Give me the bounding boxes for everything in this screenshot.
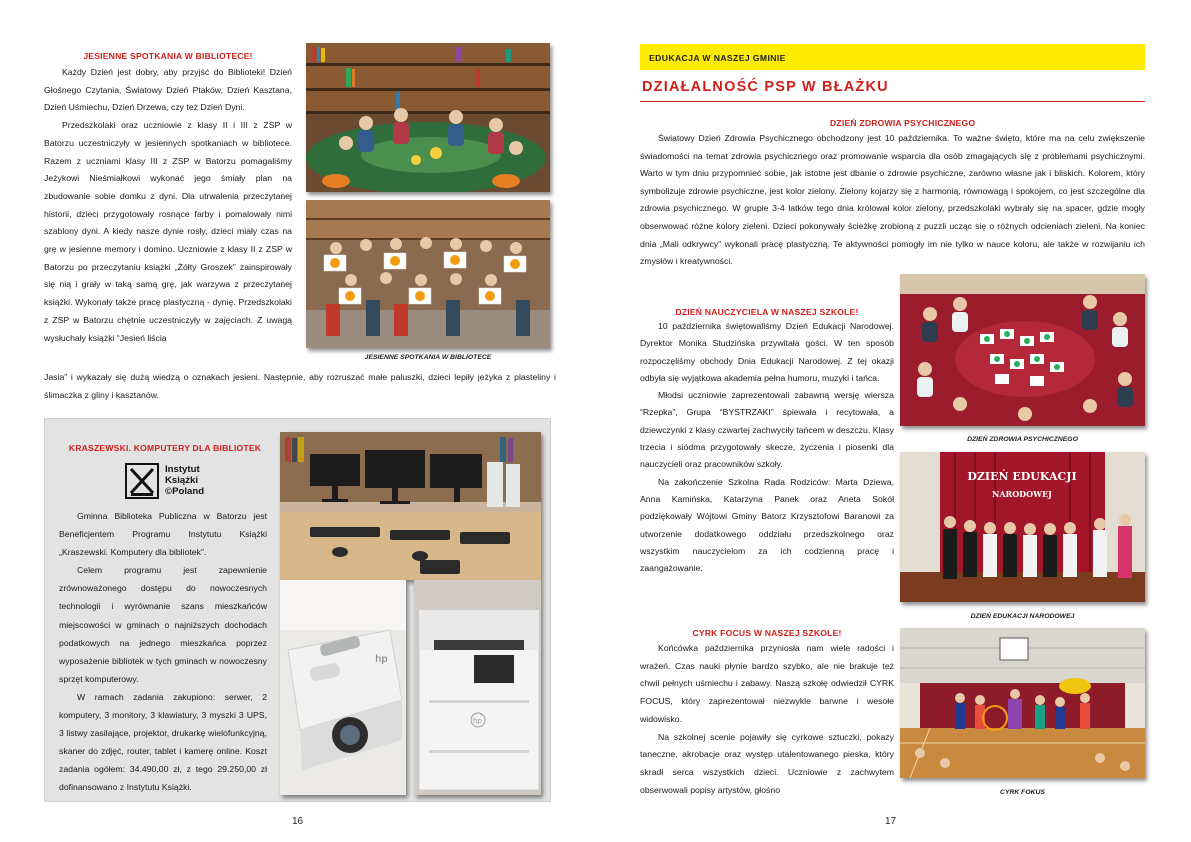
kraszewski-heading: KRASZEWSKI. KOMPUTERY DLA BIBLIOTEK <box>68 443 262 453</box>
library-photo-caption: JESIENNE SPOTKANIA W BIBLIOTECE <box>364 354 492 361</box>
kraszewski-box <box>44 418 551 802</box>
kraszewski-paragraph: Gminna Biblioteka Publiczna w Batorzu jest Beneficjentem Programu Instytutu Książki „Kraszewski. Komputery dla bibliotek”. <box>59 511 267 558</box>
circus-caption: CYRK FOKUS <box>1000 789 1045 796</box>
svg-text:hp: hp <box>473 717 482 725</box>
circus-article <box>640 628 894 799</box>
section-band-label: EDUKACJA W NASZEJ GMINIE <box>649 53 786 63</box>
circus-paragraph: Końcówka października przyniosła nam wiele radości i wrażeń. Czas nauki płynie bardzo szybko, ale nie brakuje też chwil pełnych uśmiechu i zabawy. Naszą szkołę odwiedził CYRK FOCUS, który zaprezentował niezwykle barwne i wesołe widowisko. <box>640 643 894 724</box>
teachers-day-heading: DZIEŃ NAUCZYCIELA W NASZEJ SZKOLE! <box>675 307 859 317</box>
computers-photo <box>280 432 541 580</box>
teachers-day-paragraph: Na zakończenie Szkolna Rada Rodziców: Marta Dziewa, Anna Kamińska, Katarzyna Panek oraz Aneta Sokół podziękowały Wójtowi Gminy Batorz Krzysztofowi Baranowi za utworzenie dodatkowego oddziału przedszkolnego oraz wszystkim nauczycielom za ich codzienną pracę i zaangażowanie. <box>640 476 894 574</box>
library-group-photo <box>306 200 550 348</box>
library-autumn-paragraph: Przedszkolaki oraz uczniowie z klasy II i III z ZSP w Batorzu uczestniczyły w jesiennych spotkaniach w bibliotece. Razem z uczniami klasy III z ZSP w Batorzu pomagaliśmy Jeżykowi Nieśmiałkowi wykonać jego śmiały plan na zbudowanie sobie domku z dyni. Dla utrwalenia przeczytanej historii, dzieci przygotowały rosnące farby i pomalowały nimi szablony dyni. A kiedy nasze dynie rosły, dzieci miały czas na grę w jesienne memory i domino. Uczniowie z klasy II z ZSP w Batorzu po przeczytaniu książki „Żółty Groszek” zainspirowały się nią i grały w taką samą grę, jak warzywa z przeczytanej książki. Wykonały także pracę plastyczną - dynię. Przedszkolaki z ZSP w Batorzu chętnie uczestniczyły w zajęciach. Z uwagą wysłuchały książki “Jesień liścia <box>44 120 292 343</box>
teachers-day-paragraph: Młodsi uczniowie zaprezentowali zabawną wersję wiersza “Rzepka”, Grupa “BYSTRZAKI” śpiewała i recytowała, a dziewczynki z klasy czwartej zachwyciły tańcem w deszczu. Klasy trzecia i siódma przygotowały skecze, życzenia i piosenki dla nauczycieli oraz pracowników szkoły. <box>640 390 894 470</box>
printer-photo <box>414 580 541 795</box>
circus-heading: CYRK FOCUS W NASZEJ SZKOLE! <box>692 628 842 638</box>
kraszewski-paragraph: Celem programu jest zapewnienie zrównoważonego dostępu do nowoczesnych technologii i wyrównanie szans mieszkańców miejscowości w gminach o najniższych dochodach podatkowych na jednego mieszkańca poprzez wyposażenie bibliotek w tych gminach w nowoczesny sprzęt komputerowy. <box>59 565 267 684</box>
library-autumn-continuation <box>44 369 556 404</box>
page-number: 17 <box>885 816 897 827</box>
section-band <box>640 44 1145 70</box>
circus-photo <box>900 628 1145 778</box>
teachers-day-caption: DZIEŃ EDUKACJI NARODOWEJ <box>970 613 1075 620</box>
page-title: DZIAŁALNOŚĆ PSP W BŁAŻKU <box>642 79 889 95</box>
logo-line: ©Poland <box>165 485 205 497</box>
stage-banner-line: DZIEŃ EDUKACJI <box>967 470 1077 483</box>
stage-banner-line: NARODOWEJ <box>992 489 1052 499</box>
mental-health-heading: DZIEŃ ZDROWIA PSYCHICZNEGO <box>830 118 976 128</box>
instytut-ksiazki-logo <box>125 463 245 501</box>
page-number: 16 <box>292 816 304 827</box>
mental-health-paragraph: Światowy Dzień Zdrowia Psychicznego obchodzony jest 10 października. To ważne święto, które ma na celu zwiększenie świadomości na temat zdrowia psychicznego oraz promowanie wsparcia dla osób zmagających się z problemami psychicznymi. Warto w tym dniu przypomnieć sobie, jak istotne jest dbanie o zdrowie psychiczne, zarówno własne jak i bliskich. Kolorem, który symbolizuje zdrowie psychiczne, jest kolor zielony. Zielony kojarzy się z harmonią, równowagą i spokojem, co jest szczególne dla zdrowia psychicznego. W grupie 3-4 latków tego dnia królował kolor zielony, przedszkolaki wybrały się na spacer, gdzie mogły obserwować różne kolory zieleni. Dzieci pokonywały ścieżkę zrobioną z puzzli ucząc się o różnych odcieniach zieleni. Na koniec dnia „Mali odkrywcy” wykonali pracę plastyczną. Te aktywności pomogły im nie tylko w nauce koloru, ale także w rozwijaniu ich zmysłów i kreatywności. <box>640 133 1145 267</box>
logo-line: Instytut <box>165 464 200 475</box>
library-autumn-heading: JESIENNE SPOTKANIA W BIBLIOTECE! <box>83 51 253 61</box>
instytut-ksiazki-logo-icon <box>125 463 159 499</box>
library-autumn-paragraph: Jasia” i wykazały się dużą wiedzą o oznakach jesieni. Następnie, aby rozruszać małe paluszki, dzieci lepiły jeżyka z plasteliny i ślimaczka z gliny i kasztanów. <box>44 372 556 400</box>
projector-photo <box>280 580 406 795</box>
library-autumn-paragraph: Każdy Dzień jest dobry, aby przyjść do Biblioteki! Dzień Głośnego Czytania, Światowy Dzień Ptaków, Dzień Kasztana, Dzień Uśmiechu, Dzień Drzewa, czy też Dzień Dyni. <box>44 67 292 113</box>
teachers-day-photo <box>900 452 1145 602</box>
mental-health-caption: DZIEŃ ZDROWIA PSYCHICZNEGO <box>967 436 1078 443</box>
hp-logo-icon: hp <box>375 654 388 665</box>
logo-line: Książki <box>165 474 199 486</box>
right-page <box>596 0 1191 842</box>
left-page <box>0 0 595 842</box>
library-reading-photo <box>306 43 550 192</box>
mental-health-photo <box>900 274 1145 426</box>
library-autumn-article <box>44 51 292 347</box>
teachers-day-article <box>640 307 894 577</box>
teachers-day-paragraph: 10 października świętowaliśmy Dzień Edukacji Narodowej. Dyrektor Monika Studzińska przywitała gości. W ten sposób rozpoczęliśmy obchody Dnia Edukacji Narodowej. Z tej okazji odbyła się wyjątkowa akademia pełna humoru, muzyki i tańca. <box>640 321 894 383</box>
kraszewski-paragraph: W ramach zadania zakupiono: serwer, 2 komputery, 3 monitory, 3 klawiatury, 3 myszki 3 UPS, 3 listwy zasilające, projektor, drukarkę wielofunkcyjną, skaner do zdjęć, router, tablet i kamerę online. Koszt zadania ogółem: 34.490,00 zł, z tego 29.250,00 zł dofinansowano z Instytutu Książki. <box>59 691 267 793</box>
title-divider <box>640 101 1145 102</box>
mental-health-article <box>640 118 1145 271</box>
circus-paragraph: Na szkolnej scenie pojawiły się cyrkowe sztuczki, pokazy taneczne, akrobacje oraz występ utalentowanego pieska, który skradł serca wszystkich dzieci. Uczniowie z zachwytem obserwowali popisy artystów, głośno <box>640 731 894 795</box>
